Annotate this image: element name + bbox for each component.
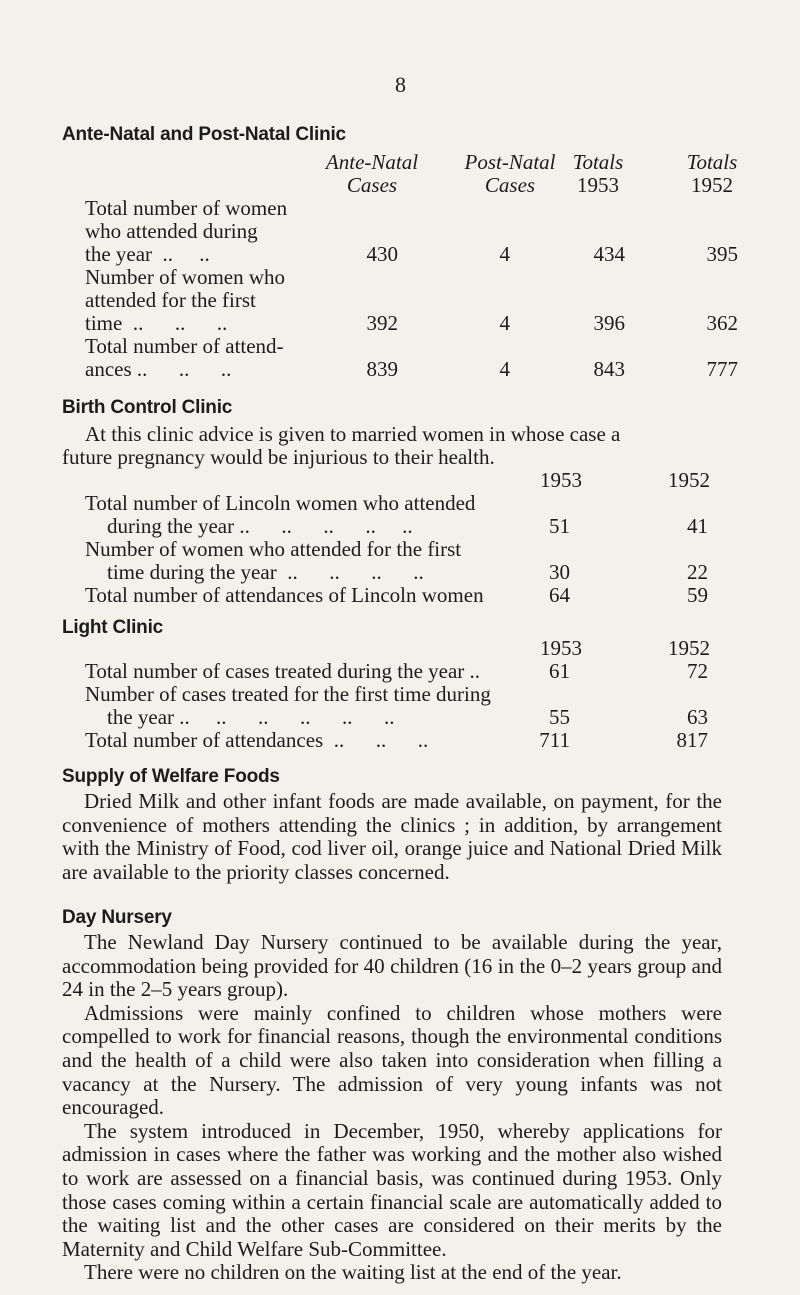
ante-row2-value-1952: 362 bbox=[706, 311, 738, 335]
ante-row3-value-ante: 839 bbox=[366, 357, 398, 381]
ante-row2-label-line2: attended for the first bbox=[85, 288, 256, 312]
bc-row3-label: Total number of attendances of Lincoln women bbox=[85, 583, 484, 607]
ante-row1-label-line2: who attended during bbox=[85, 219, 258, 243]
light-row3-value-1953: 711 bbox=[539, 728, 570, 752]
page-number: 8 bbox=[395, 72, 406, 97]
ante-row3-value-1952: 777 bbox=[706, 357, 738, 381]
bc-row1-value-1952: 41 bbox=[687, 514, 708, 538]
col-header-ante-natal-sub: Cases bbox=[346, 173, 398, 197]
light-col-1953: 1953 bbox=[540, 636, 582, 660]
ante-row1-label-line3: the year .. .. bbox=[85, 242, 210, 266]
ante-row1-value-1953: 434 bbox=[593, 242, 625, 266]
light-row3-label: Total number of attendances .. .. .. bbox=[85, 728, 429, 752]
ante-post-heading: Ante-Natal and Post-Natal Clinic bbox=[62, 124, 346, 145]
bc-row3-value-1952: 59 bbox=[687, 583, 708, 607]
birth-control-col-1952: 1952 bbox=[668, 468, 710, 492]
ante-row3-label-line2: ances .. .. .. bbox=[85, 357, 232, 381]
welfare-foods-body bbox=[62, 790, 722, 884]
col-header-totals-1952-year: 1952 bbox=[691, 173, 733, 197]
day-nursery-body bbox=[62, 931, 722, 1285]
welfare-foods-paragraph: Dried Milk and other infant foods are made available, on payment, for the convenience of mothers attending the clinics ; in addition, by arrangement with the Ministry of Food, cod liver oil, orange juice and National Dried Milk are available to the priority classes concerned. bbox=[62, 789, 722, 884]
light-clinic-heading: Light Clinic bbox=[62, 617, 164, 638]
ante-row2-label-line1: Number of women who bbox=[85, 265, 286, 289]
bc-row1-value-1953: 51 bbox=[549, 514, 570, 538]
bc-row1-label-line2: during the year .. .. .. .. .. bbox=[107, 514, 413, 538]
day-nursery-paragraph-1: The Newland Day Nursery continued to be available during the year, accommodation being provided for 40 children (16 in the 0–2 years group and 24 in the 2–5 years group). bbox=[62, 930, 722, 1002]
col-header-totals-1953-year: 1953 bbox=[577, 173, 619, 197]
ante-row2-value-1953: 396 bbox=[593, 311, 625, 335]
col-header-totals-1952: Totals bbox=[686, 150, 738, 174]
ante-row3-value-1953: 843 bbox=[593, 357, 625, 381]
bc-row2-label-line1: Number of women who attended for the first bbox=[85, 537, 462, 561]
ante-row1-value-1952: 395 bbox=[706, 242, 738, 266]
birth-control-col-1953: 1953 bbox=[540, 468, 582, 492]
day-nursery-heading: Day Nursery bbox=[62, 907, 172, 928]
bc-row1-label-line1: Total number of Lincoln women who attended bbox=[85, 491, 476, 515]
light-row3-value-1952: 817 bbox=[676, 728, 708, 752]
ante-row1-value-post: 4 bbox=[499, 242, 510, 266]
col-header-post-natal-sub: Cases bbox=[484, 173, 536, 197]
welfare-foods-heading: Supply of Welfare Foods bbox=[62, 766, 280, 787]
light-col-1952: 1952 bbox=[668, 636, 710, 660]
col-header-post-natal: Post-Natal bbox=[464, 150, 556, 174]
light-row2-value-1952: 63 bbox=[687, 705, 708, 729]
ante-row1-label-line1: Total number of women bbox=[85, 196, 288, 220]
bc-row3-value-1953: 64 bbox=[549, 583, 570, 607]
ante-row1-value-ante: 430 bbox=[366, 242, 398, 266]
bc-row2-value-1952: 22 bbox=[687, 560, 708, 584]
light-row1-value-1952: 72 bbox=[687, 659, 708, 683]
ante-row3-label-line1: Total number of attend- bbox=[85, 334, 284, 358]
col-header-ante-natal: Ante-Natal bbox=[325, 150, 419, 174]
col-header-totals-1953: Totals bbox=[572, 150, 624, 174]
light-row2-label-line2: the year .. .. .. .. .. .. bbox=[107, 705, 395, 729]
light-row2-value-1953: 55 bbox=[549, 705, 570, 729]
day-nursery-paragraph-3: The system introduced in December, 1950, whereby applications for admission in cases where the father was working and the mother also wished to work are assessed on a financial basis, was continued during 1953. Only those cases coming within a certain financial scale are automatically added to the waiting list and the other cases are considered on their merits by the Maternity and Child Welfare Sub-Committee. bbox=[62, 1118, 722, 1261]
day-nursery-paragraph-2: Admissions were mainly confined to children whose mothers were compelled to work for financial reasons, though the environmental conditions and the health of a child were also taken into consideration when filling a vacancy at the Nursery. The admission of very young infants was not encouraged. bbox=[62, 1000, 722, 1120]
bc-row2-label-line2: time during the year .. .. .. .. bbox=[107, 560, 424, 584]
birth-control-intro-line1: At this clinic advice is given to married women in whose case a bbox=[85, 422, 621, 446]
ante-row2-value-ante: 392 bbox=[366, 311, 398, 335]
birth-control-intro-line2: future pregnancy would be injurious to their health. bbox=[62, 445, 495, 469]
ante-row2-value-post: 4 bbox=[499, 311, 510, 335]
light-row2-label-line1: Number of cases treated for the first time during bbox=[85, 682, 491, 706]
ante-row2-label-line3: time .. .. .. bbox=[85, 311, 228, 335]
ante-row3-value-post: 4 bbox=[499, 357, 510, 381]
light-row1-value-1953: 61 bbox=[549, 659, 570, 683]
bc-row2-value-1953: 30 bbox=[549, 560, 570, 584]
birth-control-heading: Birth Control Clinic bbox=[62, 397, 233, 418]
light-row1-label: Total number of cases treated during the year .. bbox=[85, 659, 481, 683]
day-nursery-paragraph-4: There were no children on the waiting list at the end of the year. bbox=[84, 1260, 622, 1285]
